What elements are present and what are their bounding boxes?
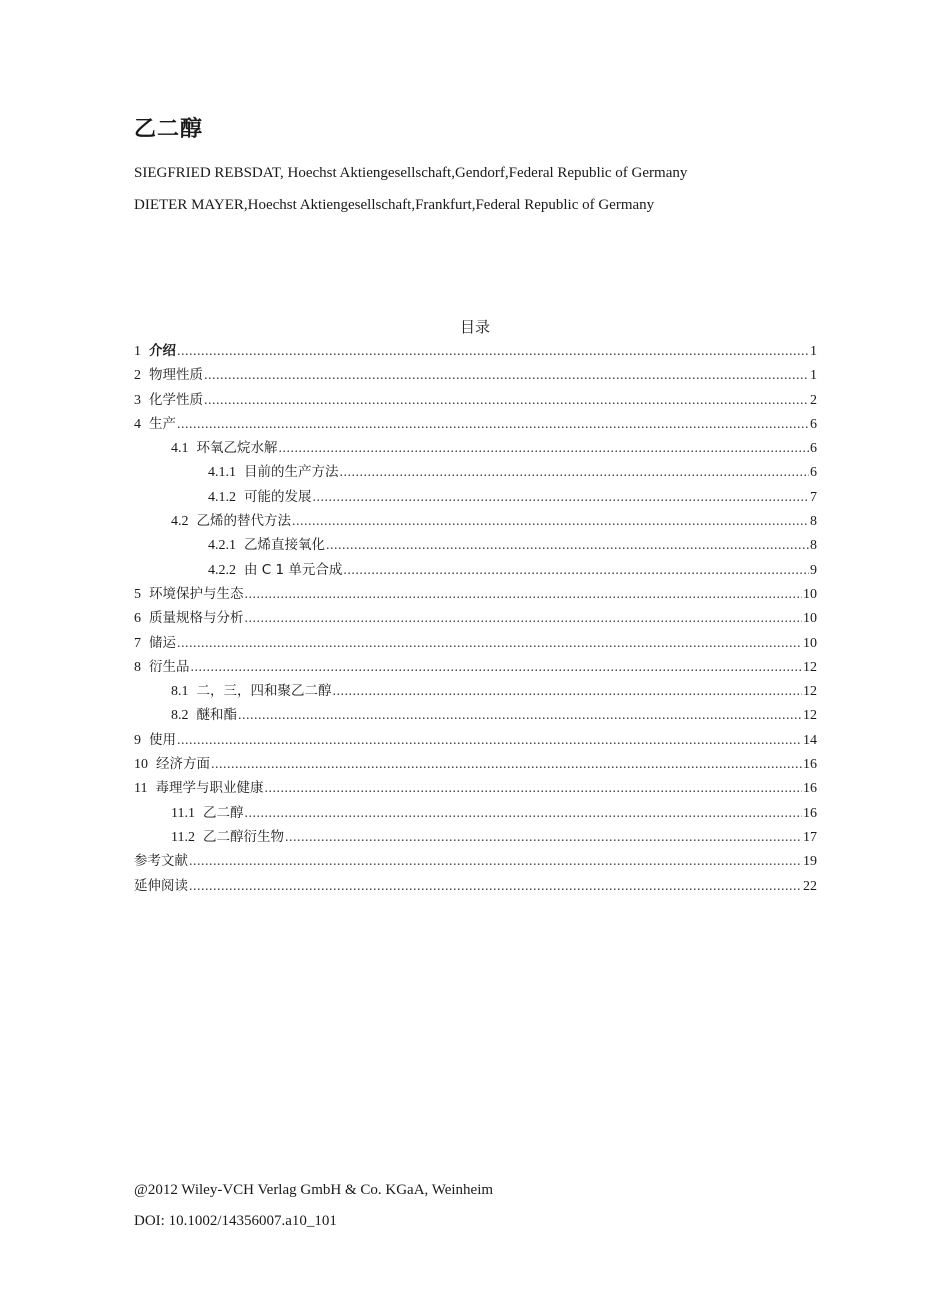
toc-entry-label: 衍生品 [149, 658, 190, 675]
toc-entry[interactable] [134, 874, 817, 898]
toc-entry-number: 4.2.2 [208, 562, 236, 578]
toc-entry[interactable] [134, 606, 817, 630]
toc-entry[interactable] [134, 388, 817, 412]
toc-entry-page: 2 [810, 392, 817, 408]
toc-entry-page: 1 [810, 344, 817, 359]
toc-dot-leader [238, 704, 802, 728]
toc-entry-number: 8 [134, 659, 141, 675]
toc-entry-page: 6 [810, 416, 817, 432]
toc-entry-number: 5 [134, 586, 141, 602]
toc-entry-page: 17 [803, 829, 817, 845]
toc-dot-leader [211, 753, 802, 777]
author-line-2: DIETER MAYER,Hoechst Aktiengesellschaft,Frankfurt,Federal Republic of Germany [134, 197, 655, 213]
toc-entry-number: 8.2 [171, 708, 189, 724]
toc-entry-page: 12 [803, 684, 817, 700]
toc-entry[interactable] [134, 703, 817, 727]
copyright-line: @2012 Wiley-VCH Verlag GmbH & Co. KGaA, Weinheim [134, 1182, 494, 1198]
toc-entry-number: 3 [134, 392, 141, 408]
toc-dot-leader [279, 437, 810, 461]
toc-entry-label: 可能的发展 [244, 488, 312, 505]
toc-dot-leader [326, 534, 809, 558]
toc-entry-label: 环氧乙烷水解 [196, 440, 278, 457]
toc-entry-label: 质量规格与分析 [149, 610, 244, 627]
toc-entry-page: 12 [803, 708, 817, 724]
toc-dot-leader [244, 802, 802, 826]
toc-dot-leader [340, 461, 810, 485]
toc-entry-page: 8 [810, 514, 817, 530]
toc-dot-leader [204, 389, 809, 413]
toc-entry[interactable] [134, 801, 817, 825]
toc-entry-label: 储运 [149, 634, 176, 651]
toc-entry-label: 乙二醇 [202, 804, 244, 821]
toc-entry-label: 目前的生产方法 [244, 464, 339, 481]
toc-entry-number: 2 [134, 368, 141, 384]
toc-entry-label: 二，三，四和聚乙二醇 [196, 683, 332, 700]
toc-entry[interactable] [134, 558, 817, 582]
toc-entry-label: 化学性质 [149, 391, 203, 408]
toc-entry-label: 醚和酯 [196, 707, 237, 724]
toc-entry-number: 11 [134, 781, 148, 797]
toc-entry-label: 乙烯的替代方法 [196, 513, 291, 530]
toc-entry-label: 物理性质 [149, 367, 203, 384]
toc-entry-page: 22 [803, 878, 817, 894]
toc-entry[interactable] [134, 631, 817, 655]
author-line-1: SIEGFRIED REBSDAT, Hoechst Aktiengesellschaft,Gendorf,Federal Republic of Germany [134, 165, 688, 181]
toc-dot-leader [177, 340, 809, 364]
toc-entry-label: 乙烯直接氧化 [244, 537, 325, 554]
toc-entry[interactable] [134, 752, 817, 776]
toc-entry[interactable] [134, 679, 817, 703]
toc-entry-number: 4.2 [171, 514, 189, 530]
toc-entry-number: 7 [134, 635, 141, 651]
toc-entry-number: 8.1 [171, 684, 189, 700]
toc-entry[interactable] [134, 436, 817, 460]
toc-entry-page: 12 [803, 659, 817, 675]
toc-entry-label: 乙二醇衍生物 [202, 828, 284, 845]
toc-entry-page: 16 [803, 805, 817, 821]
toc-dot-leader [264, 777, 802, 801]
toc-entry[interactable] [134, 776, 817, 800]
toc-entry[interactable] [134, 825, 817, 849]
toc-dot-leader [343, 559, 809, 583]
toc-entry-page: 6 [810, 441, 817, 457]
toc-entry-page: 8 [810, 538, 817, 554]
toc-entry-label: 介绍 [149, 343, 176, 359]
toc-entry[interactable] [134, 339, 817, 363]
toc-entry-page: 9 [810, 562, 817, 578]
toc-entry-page: 1 [810, 368, 817, 384]
toc-dot-leader [292, 510, 809, 534]
toc-dot-leader [313, 486, 810, 510]
toc-entry-number: 11.2 [171, 829, 195, 845]
toc-entry[interactable] [134, 533, 817, 557]
toc-entry-number: 4.1.2 [208, 489, 236, 505]
toc-entry-page: 14 [803, 732, 817, 748]
toc-entry-page: 10 [803, 611, 817, 627]
toc-dot-leader [177, 632, 802, 656]
toc-entry-page: 16 [803, 781, 817, 797]
toc-entry-page: 7 [810, 489, 817, 505]
toc-entry-label: 生产 [149, 415, 176, 432]
toc-entry[interactable] [134, 412, 817, 436]
toc-entry-number: 1 [134, 344, 141, 359]
toc-dot-leader [333, 680, 803, 704]
toc-entry-label: 参考文献 [134, 853, 188, 870]
toc-entry[interactable] [134, 582, 817, 606]
toc-dot-leader [177, 729, 802, 753]
toc-entry-label: 环境保护与生态 [149, 585, 244, 602]
toc-entry[interactable] [134, 460, 817, 484]
toc-heading: 目录 [459, 318, 490, 336]
toc-entry[interactable] [134, 363, 817, 387]
document-title: 乙二醇 [134, 117, 204, 142]
toc-dot-leader [285, 826, 802, 850]
toc-entry-number: 9 [134, 732, 141, 748]
toc-entry-number: 4.1.1 [208, 465, 236, 481]
toc-entry-number: 10 [134, 757, 148, 773]
toc-entry-page: 19 [803, 854, 817, 870]
table-of-contents [134, 339, 817, 898]
toc-entry[interactable] [134, 728, 817, 752]
toc-entry-page: 10 [803, 635, 817, 651]
toc-entry-number: 4.1 [171, 441, 189, 457]
toc-dot-leader [191, 656, 803, 680]
toc-entry[interactable] [134, 509, 817, 533]
toc-entry-page: 6 [810, 465, 817, 481]
toc-entry[interactable] [134, 485, 817, 509]
toc-entry[interactable] [134, 849, 817, 873]
toc-entry-page: 10 [803, 586, 817, 602]
toc-dot-leader [189, 850, 802, 874]
doi-line: DOI: 10.1002/14356007.a10_101 [134, 1213, 337, 1229]
toc-dot-leader [245, 583, 803, 607]
toc-entry-number: 4 [134, 416, 141, 432]
toc-entry-label: 使用 [149, 731, 176, 748]
toc-entry-label: 经济方面 [156, 756, 210, 773]
toc-dot-leader [245, 607, 803, 631]
toc-entry-label: 延伸阅读 [134, 877, 188, 894]
toc-dot-leader [189, 875, 802, 899]
toc-dot-leader [177, 413, 809, 437]
toc-entry-label: 毒理学与职业健康 [155, 780, 264, 797]
toc-entry-number: 11.1 [171, 805, 195, 821]
toc-entry[interactable] [134, 655, 817, 679]
toc-entry-number: 6 [134, 611, 141, 627]
toc-entry-label: 由 C 1 单元合成 [244, 561, 343, 578]
toc-entry-page: 16 [803, 757, 817, 773]
toc-dot-leader [204, 364, 809, 388]
toc-entry-number: 4.2.1 [208, 538, 236, 554]
